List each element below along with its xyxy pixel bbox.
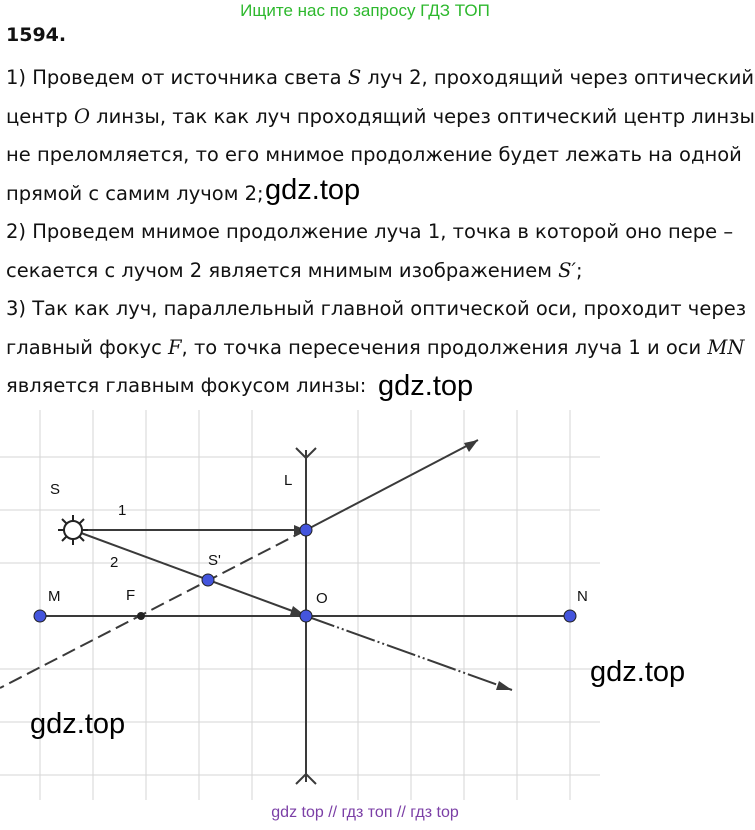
step3-text: главный фокус [6,335,169,359]
refracted-ray-1 [306,440,478,530]
light-source-icon [58,515,88,545]
step1-line4: прямой с самим лучом 2; [6,181,264,205]
problem-number-dot: . [58,24,67,46]
step1-text: луч 2, проходящий через оптический [361,66,755,89]
step1-line3: не преломляется, то его мнимое продолжение будет лежать на одной [6,143,742,166]
footer-links[interactable]: gdz top // гдз топ // гдз top [271,804,459,821]
label-n: N [577,588,588,605]
label-ray-1: 1 [118,502,127,519]
label-m: M [48,588,61,605]
watermark: gdz.top [378,370,474,402]
point-s-prime [202,574,214,586]
label-l: L [284,472,293,489]
step3-line1: 3) Так как луч, параллельный главной оптической оси, проходит через [6,297,747,320]
problem-number [6,24,66,46]
step2-line1: 2) Проведем мнимое продолжение луча 1, точка в которой оно пере – [6,220,734,243]
math-s-prime: S′ [558,258,576,282]
virtual-extension-ray-1 [0,530,306,688]
grid [0,410,600,800]
refracted-ray-1-arrow [464,440,478,452]
watermark: gdz.top [590,656,686,688]
step2-text: ; [575,258,583,282]
step1-text: линзы, так как луч проходящий через оптический центр линзы [89,104,755,128]
point-f [137,612,145,620]
ray-2-continuation [306,616,512,690]
step3-text: , то точка пересечения продолжения луча 1 и оси [181,335,708,359]
step3-line2 [6,329,745,368]
point-lens-top [300,524,312,536]
step2-line2 [6,252,728,291]
math-f: F [168,335,182,359]
label-ray-2: 2 [110,554,119,571]
ray-2-arrow-end [496,681,512,690]
label-o: O [316,590,328,607]
step1-line2 [6,98,755,137]
problem-number-value: 1594 [6,24,59,46]
math-mn: MN [707,335,745,359]
point-m [34,610,46,622]
math-s: S [347,66,362,89]
solution-text [6,59,755,406]
step1-text: 1) Проведем от источника света [6,66,348,89]
label-s: S [50,481,61,498]
point-n [564,610,576,622]
label-f: F [126,587,136,604]
ray-2 [73,530,306,616]
step1-line1 [6,59,755,98]
step3-line3: является главным фокусом линзы: [6,374,367,397]
step1-text: центр [6,104,74,128]
step2-text: секается с лучом 2 является мнимым изображением [6,258,559,282]
search-banner[interactable]: Ищите нас по запросу ГДЗ ТОП [240,1,490,20]
watermark: gdz.top [30,708,126,740]
watermark: gdz.top [265,174,361,206]
label-s-prime: S' [208,552,221,569]
point-o [300,610,312,622]
math-o: O [73,104,90,128]
